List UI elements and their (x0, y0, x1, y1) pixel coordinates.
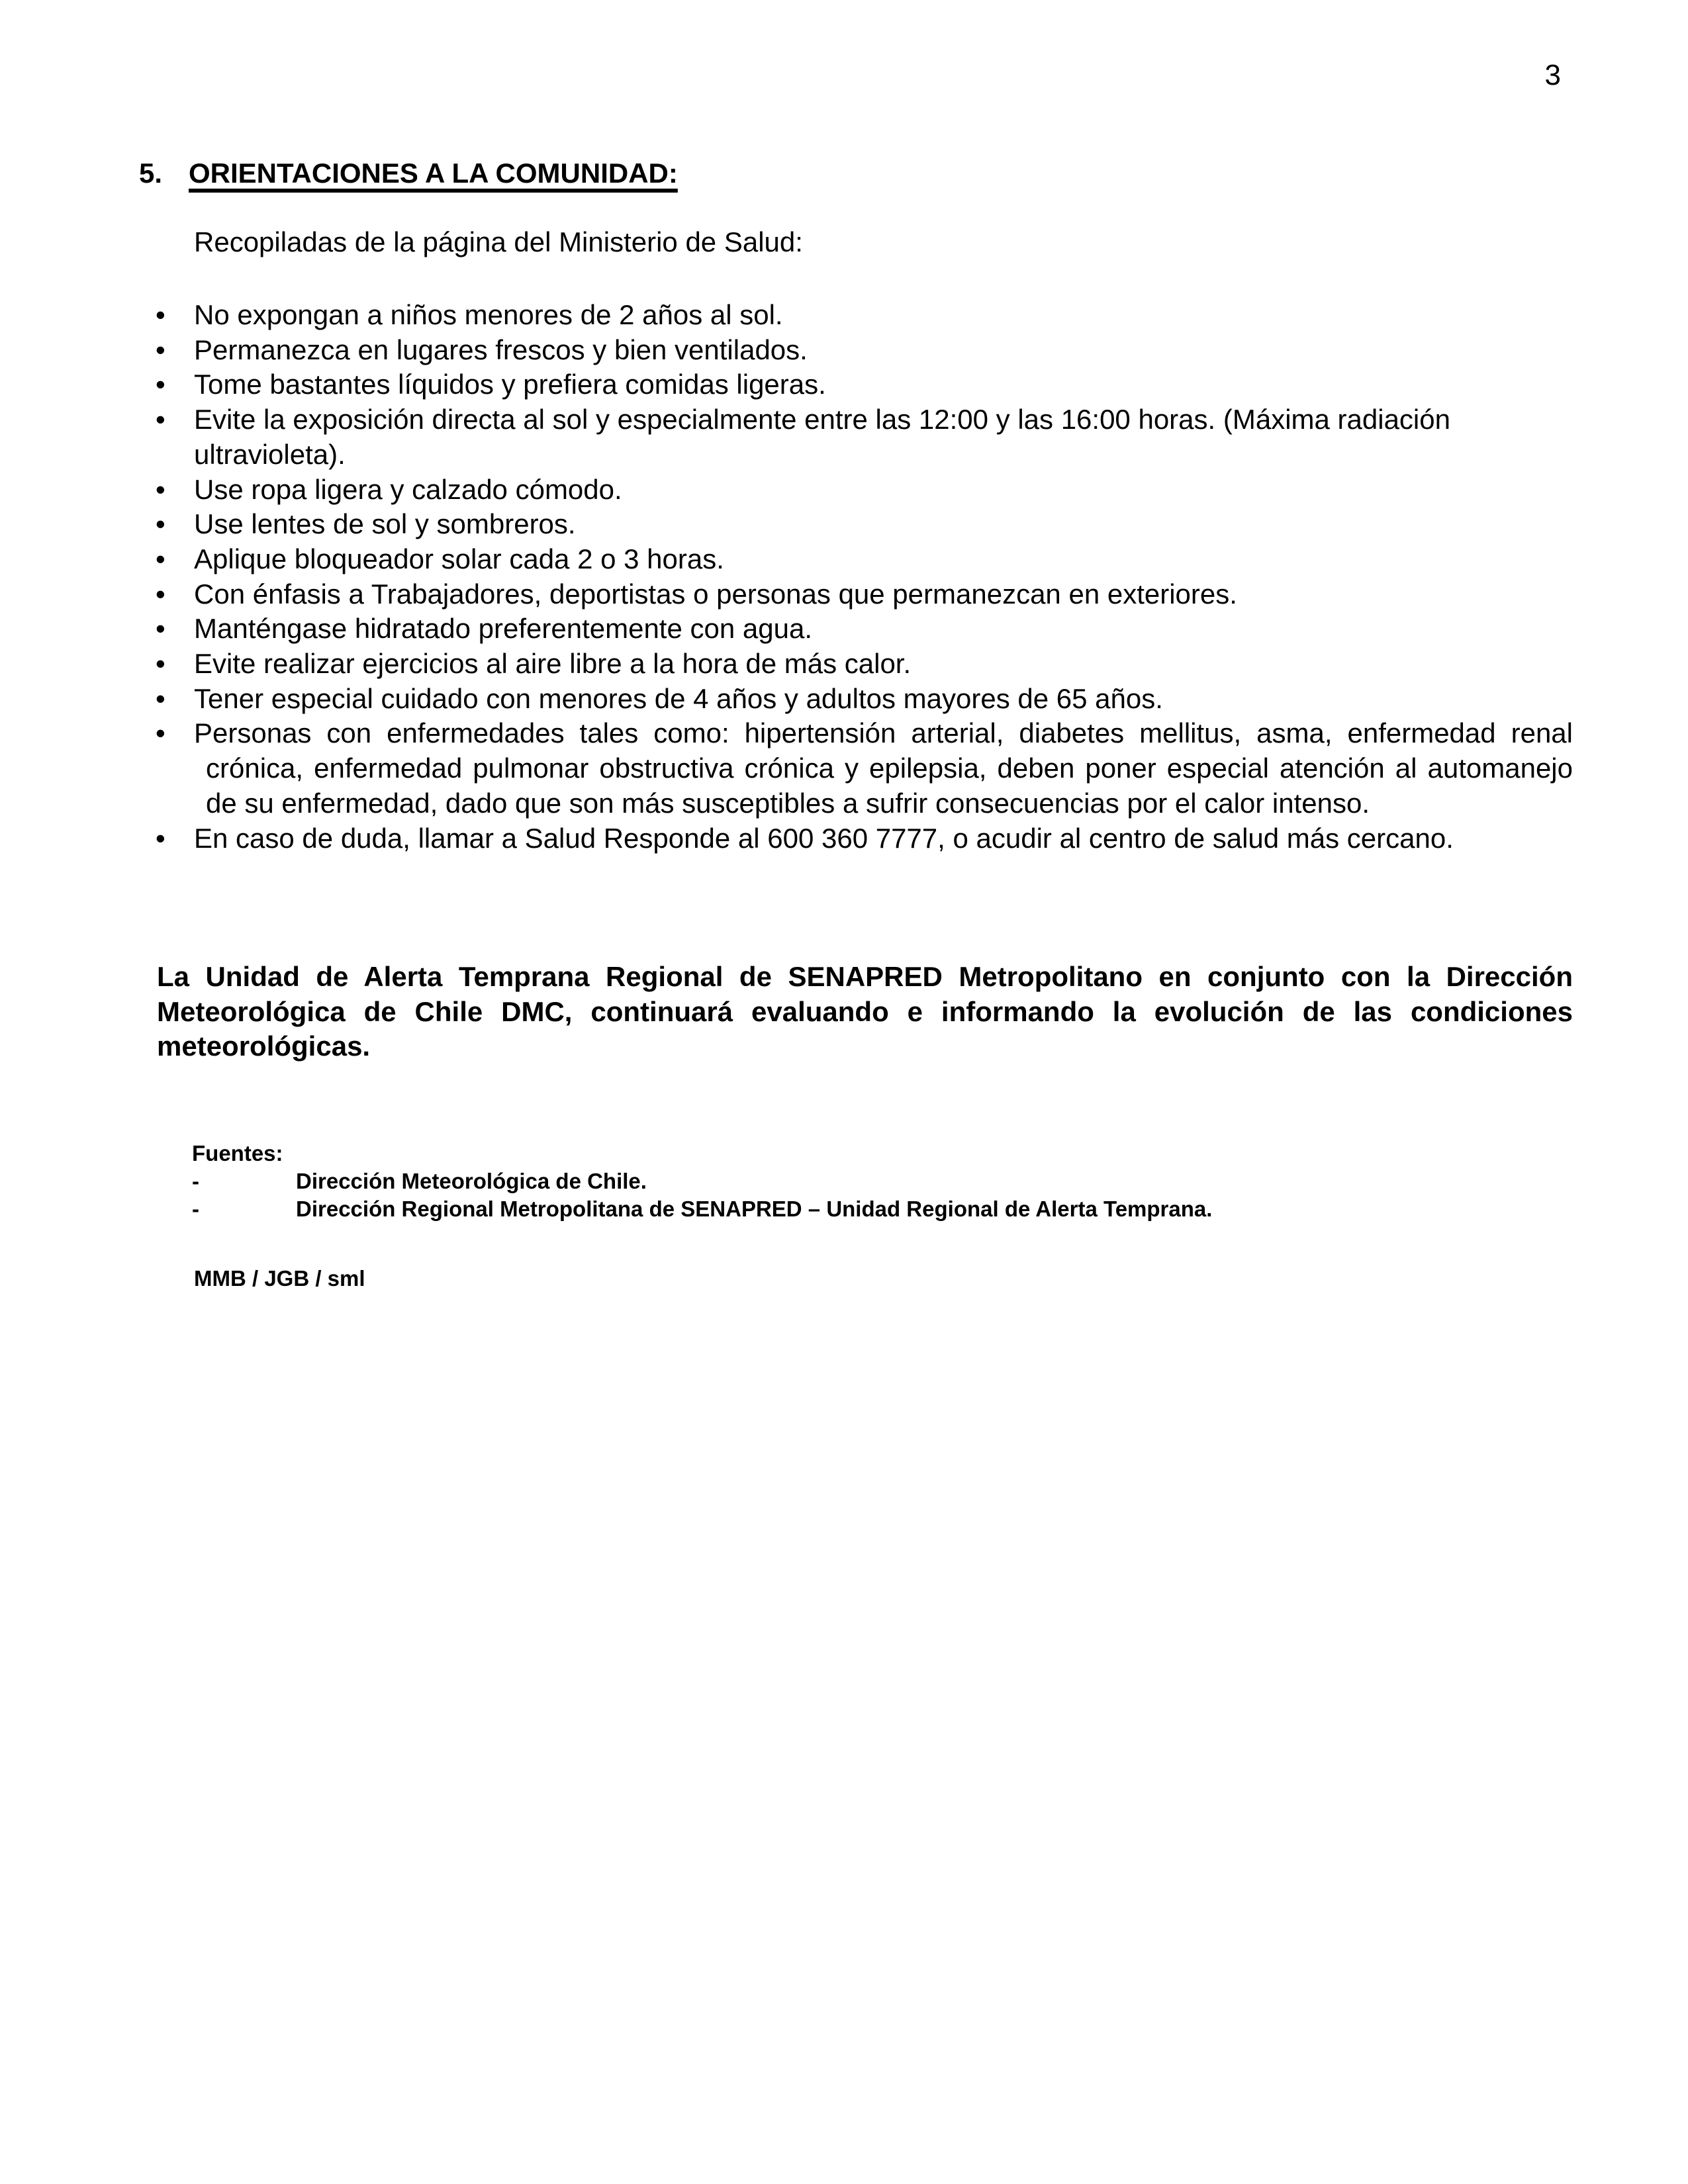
list-item (156, 367, 1573, 402)
list-item-text: Tome bastantes líquidos y prefiera comidas ligeras. (194, 369, 826, 400)
source-item-text: Dirección Regional Metropolitana de SENAPRED – Unidad Regional de Alerta Temprana. (296, 1197, 1213, 1221)
bullet-icon: • (156, 578, 165, 610)
bullet-icon: • (156, 508, 165, 540)
bullet-icon: • (156, 473, 165, 505)
page-number: 3 (1544, 59, 1561, 91)
list-item-text: Aplique bloqueador solar cada 2 o 3 horas. (194, 543, 724, 574)
list-item-text: Use lentes de sol y sombreros. (194, 508, 576, 540)
intro-text: Recopiladas de la página del Ministerio de Salud: (194, 226, 803, 257)
section-number: 5. (139, 158, 163, 189)
list-item (156, 821, 1573, 856)
source-item-text: Dirección Meteorológica de Chile. (296, 1169, 647, 1193)
bullet-icon: • (156, 404, 165, 435)
source-item (192, 1195, 1489, 1223)
bullet-icon: • (156, 648, 165, 680)
bullet-icon: • (156, 822, 165, 854)
list-item (156, 333, 1573, 368)
dash-marker: - (192, 1169, 199, 1193)
list-item-text: Tener especial cuidado con menores de 4 años y adultos mayores de 65 años. (194, 682, 1163, 714)
list-item-text: No expongan a niños menores de 2 años al sol. (194, 299, 783, 330)
list-item (156, 682, 1573, 717)
list-item (156, 716, 1573, 821)
list-item-text: Con énfasis a Trabajadores, deportistas o personas que permanezcan en exteriores. (194, 578, 1237, 610)
list-item-text: Manténgase hidratado preferentemente con agua. (194, 613, 812, 645)
list-item-text: Evite realizar ejercicios al aire libre a la hora de más calor. (194, 648, 912, 680)
sources-label: Fuentes: (192, 1141, 283, 1165)
list-item (156, 298, 1573, 333)
bullet-icon: • (156, 682, 165, 714)
initials: MMB / JGB / sml (194, 1266, 365, 1291)
list-item (156, 542, 1573, 577)
list-item-text: Use ropa ligera y calzado cómodo. (194, 473, 622, 505)
bullet-icon: • (156, 613, 165, 645)
bullet-icon: • (156, 334, 165, 365)
list-item-text: Evite la exposición directa al sol y especialmente entre las 12:00 y las 16:00 horas. (Máxima radiación ultravioleta). (194, 404, 1450, 470)
section-title: ORIENTACIONES A LA COMUNIDAD: (189, 158, 678, 189)
sources-block (192, 1140, 1489, 1223)
closing-paragraph: La Unidad de Alerta Temprana Regional de SENAPRED Metropolitano en conjunto con la Dirección Meteorológica de Chile DMC, continuará evaluando e informando la evolución de las condiciones meteorológicas. (157, 961, 1573, 1062)
list-item (156, 612, 1573, 647)
list-item (156, 402, 1573, 472)
source-item (192, 1167, 1489, 1195)
list-item (156, 507, 1573, 542)
bullet-icon: • (156, 299, 165, 330)
list-item-text: Personas con enfermedades tales como: hipertensión arterial, diabetes mellitus, asma, enfermedad renal crónica, enfermedad pulmonar obstructiva crónica y epilepsia, deben poner especial atención al automanejo de su enfermedad, dado que son más susceptibles a sufrir consecuencias por el calor intenso. (194, 717, 1573, 819)
bullet-icon: • (156, 543, 165, 574)
bullet-icon: • (156, 717, 165, 749)
list-item-text: En caso de duda, llamar a Salud Responde al 600 360 7777, o acudir al centro de salud más cercano. (194, 822, 1454, 854)
guidelines-list (156, 298, 1573, 856)
dash-marker: - (192, 1197, 199, 1221)
list-item (156, 577, 1573, 612)
list-item-text: Permanezca en lugares frescos y bien ventilados. (194, 334, 808, 365)
section-heading (139, 156, 1573, 191)
list-item (156, 647, 1573, 682)
list-item (156, 473, 1573, 508)
bullet-icon: • (156, 369, 165, 400)
